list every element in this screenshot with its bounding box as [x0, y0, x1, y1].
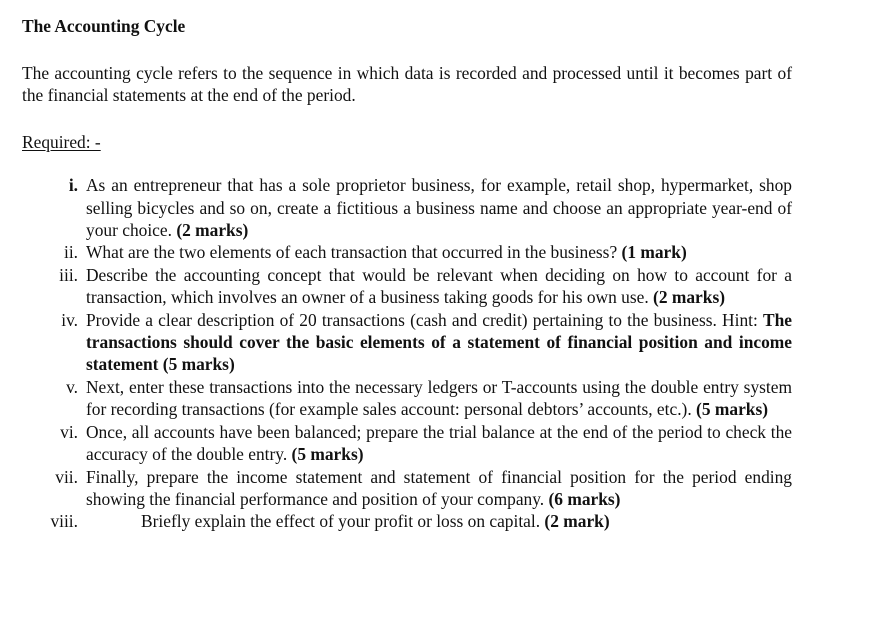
- question-number: viii.: [50, 511, 78, 532]
- question-marks: (5 marks): [696, 399, 769, 420]
- question-text: [80, 309, 792, 376]
- required-heading: Required: -: [22, 131, 101, 152]
- question-body: Describe the accounting concept that would be relevant when deciding on how to account for a transaction, which involves an owner of a business taking goods for his own use.: [86, 264, 792, 308]
- question-item: [22, 510, 792, 532]
- document-page: [22, 14, 792, 533]
- question-marks: (5 marks): [291, 444, 364, 465]
- question-item: [22, 376, 792, 421]
- question-text: [80, 241, 792, 263]
- question-number: v.: [66, 376, 78, 397]
- question-item: [22, 264, 792, 309]
- question-number: ii.: [63, 242, 78, 263]
- question-item: [22, 421, 792, 466]
- question-text: [80, 421, 792, 466]
- question-body: Briefly explain the effect of your profit or loss on capital.: [141, 511, 545, 532]
- question-number: vii.: [55, 466, 78, 487]
- question-body: Finally, prepare the income statement and statement of financial position for the period ending showing the financial performance and position of your company.: [86, 466, 792, 509]
- intro-paragraph: The accounting cycle refers to the sequence in which data is recorded and processed until it becomes part of the financial statements at the end of the period.: [22, 63, 792, 106]
- question-marks: (6 marks): [548, 488, 621, 509]
- question-number: iv.: [61, 309, 78, 330]
- question-marks: (2 marks): [176, 220, 249, 241]
- question-item: [22, 174, 792, 241]
- question-marks: (2 mark): [544, 511, 610, 532]
- question-text: [80, 264, 792, 309]
- question-body: Next, enter these transactions into the necessary ledgers or T-accounts using the double entry system for recording transactions (for example sales account: personal debtors’ accounts, etc.).: [86, 376, 792, 420]
- question-marks: (1 mark): [621, 242, 687, 263]
- question-body: Once, all accounts have been balanced; prepare the trial balance at the end of the period to check the accuracy of the double entry.: [86, 421, 792, 465]
- question-body: Provide a clear description of 20 transactions (cash and credit) pertaining to the business. Hint:: [86, 309, 763, 330]
- document-title: The Accounting Cycle: [22, 16, 186, 36]
- question-number: i.: [68, 175, 78, 196]
- question-number: vi.: [60, 421, 78, 442]
- question-list: [22, 174, 792, 532]
- question-body: As an entrepreneur that has a sole proprietor business, for example, retail shop, hypermarket, shop selling bicycles and so on, create a fictitious a business name and choose an appropriate year-end of your choice.: [86, 175, 792, 241]
- question-marks: (2 marks): [653, 287, 725, 308]
- question-item: [22, 466, 792, 511]
- question-text: [80, 174, 792, 241]
- question-marks: The transactions should cover the basic elements of a statement of financial position and income statement (5 marks): [86, 309, 792, 375]
- question-text: [80, 376, 792, 421]
- question-text: [141, 510, 610, 532]
- question-body: What are the two elements of each transaction that occurred in the business?: [86, 242, 622, 263]
- question-number: iii.: [59, 264, 78, 285]
- question-item: [22, 309, 792, 376]
- question-text: [80, 466, 792, 511]
- question-item: [22, 241, 792, 263]
